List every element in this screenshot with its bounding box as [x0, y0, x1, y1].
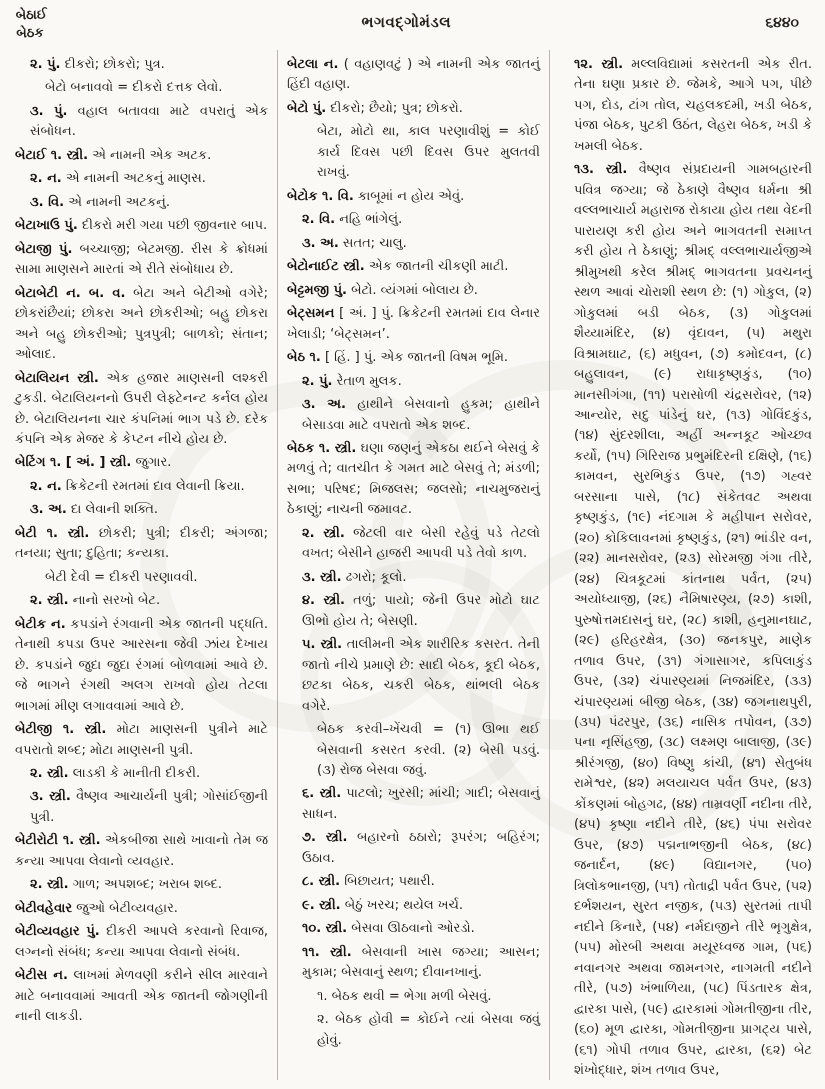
definition-text: જુગાર. — [131, 455, 172, 471]
page-header — [0, 0, 825, 48]
dictionary-paragraph — [287, 395, 540, 436]
dictionary-paragraph — [15, 55, 268, 75]
definition-text: ( વહાણવટું ) એ નામની એક જાતનું હિંદી વહાણ. — [287, 57, 541, 93]
guide-word-bottom: બેઠક — [16, 25, 44, 42]
dictionary-paragraph — [287, 720, 540, 781]
dictionary-paragraph — [287, 568, 540, 588]
definition-text: બેસવાની ખાસ જગ્યા; આસન; મુકામ; બેસવાનું સ્થળ; દીવાનખાનું. — [302, 944, 540, 981]
definition-text: બેઠક કરવી–ખેંચવી = (૧) ઊભા થઈ બેસવાની કસરત કરવી. (૨) બેસી પડવું. (૩) રોજ બેસવા જવું. — [317, 722, 540, 778]
guide-word-top: બેઠાઈ — [15, 7, 48, 24]
dictionary-paragraph — [287, 919, 540, 939]
dictionary-paragraph — [559, 55, 812, 157]
definition-text: બેટો બનાવવો = દીકરો દત્તક લેવો. — [45, 80, 223, 96]
headword: બેટીક ન. — [15, 616, 66, 632]
headword: બેટોનાઈટ સ્ત્રી. — [287, 259, 365, 275]
definition-text: બેટી દેવી = દીકરી પરણાવવી. — [45, 569, 198, 585]
headword: ૨. પું. — [30, 57, 61, 72]
definition-text: હાથીને બેસવાનો હુકમ; હાથીને બેસાડવા માટે વપરાતો એક શબ્દ. — [302, 397, 540, 433]
dictionary-paragraph — [287, 828, 540, 869]
headword: ૩. અ. — [302, 235, 339, 251]
dictionary-paragraph — [15, 966, 268, 1027]
text-columns — [0, 48, 825, 1080]
definition-text: લાડકી કે માનીતી દીકરી. — [68, 766, 201, 781]
column-2 — [277, 50, 549, 1080]
definition-text: દીકરી આપલે કરવાનો રિવાજ, લગ્નનો સંબંધ; કન્યા આપવા લેવાનો સંબંધ. — [15, 924, 268, 960]
headword: ૨. વિ. — [302, 212, 336, 228]
headword: ૨. સ્ત્રી. — [30, 593, 69, 609]
headword: બેટિંગ ૧. [ અં. ] સ્ત્રી. — [15, 455, 132, 471]
definition-text: ગાળ; અપશબ્દ; ખરાબ શબ્દ. — [68, 877, 222, 893]
column-1 — [6, 50, 277, 1080]
definition-text: ઘણા જણનું એકઠા થઈને બેસવું કે મળવું તે; વાતચીત કે ગમત માટે બેસવું તે; મંડળી; સભા; પરિષદ; મિજલસ; જલસો; નાચમુજરાનું ઠેકાણું; નાચની જમાવટ. — [287, 440, 540, 518]
dictionary-paragraph — [287, 591, 540, 632]
definition-text: એક જાતની ચીકણી માટી. — [364, 259, 509, 275]
definition-text: વહાલ બતાવવા માટે વપરાતું એક સંબોધન. — [30, 103, 268, 140]
headword: બેટીવ્યવહાર પું. — [15, 924, 100, 940]
headword: ૯. સ્ત્રી. — [302, 897, 341, 913]
dictionary-paragraph — [15, 369, 268, 451]
headword: બેઠ ૧. — [287, 350, 321, 366]
dictionary-paragraph — [15, 453, 268, 473]
definition-text: દીકરો; છૈયો; પુત્ર; છોકરો. — [326, 100, 463, 116]
definition-text: જેટલી વાર બેસી રહેવું પડે તેટલો વખત; બેસીને હાજરી આપવી પડે તેવો કાળ. — [302, 525, 540, 562]
headword: ૭. સ્ત્રી. — [302, 830, 348, 846]
dictionary-paragraph — [15, 102, 268, 143]
definition-text: એક હજાર માણસની લશ્કરી ટુકડી. બેટાલિયનનો ઉપરી લેફ્ટેનન્ટ કર્નલ હોય છે. બેટાલિયનના ચાર કંપનિમાં ભાગ પડે છે. દરેક કંપનિ એક મેજર કે કેપ્ટન નીચે હોય છે. — [15, 370, 268, 447]
definition-text: પાટલો; ખુરસી; માંચી; ગાદી; બેસવાનું સાધન. — [302, 786, 540, 822]
definition-text: જુઓ બેટીવ્યવહાર. — [72, 900, 178, 916]
definition-text: મલ્લવિદ્યામાં કસરતની એક રીત. તેના ઘણા પ્રકાર છે. જેમકે, આગે પગ, પીછે પગ, દોડ, ટાંગ તોલ, ચહલકદમી, ખડી બેઠક, પંજા બેઠક, પુટકી ઉઠંત, લેહરા બેઠક, ખડી કે ખમલી બેઠક. — [574, 57, 812, 154]
headword: ૨. પું. — [302, 373, 333, 389]
headword: બેટીરોટી ૧. સ્ત્રી. — [15, 833, 101, 849]
definition-text: બેટા, મોટો થા, કાલ પરણાવીશું = કોઈ કાર્ય દિવસ પછી દિવસ ઉપર મુલતવી રાખવું. — [317, 124, 540, 181]
dictionary-paragraph — [15, 284, 268, 366]
definition-text: વૈષ્ણવ આચાર્યની પુત્રી; ગોસાંઈજીની પુત્રી. — [30, 789, 268, 825]
dictionary-paragraph — [15, 240, 268, 281]
headword: ૩. વિ. — [30, 194, 65, 210]
dictionary-paragraph — [15, 922, 268, 963]
headword: બેટાજી પું. — [15, 241, 73, 257]
dictionary-paragraph — [287, 872, 540, 892]
definition-text: ઢગરો; કૂલો. — [341, 569, 407, 585]
guide-words — [15, 6, 47, 42]
dictionary-paragraph — [15, 193, 268, 213]
headword: ૫. સ્ત્રી. — [302, 637, 343, 653]
definition-text: વૈષ્ણવ સંપ્રદાયની ગામબહારની પવિત્ર જગ્યા; જે ઠેકાણે વૈષ્ણવ ધર્મના શ્રી વલ્લભાચાર્ય મહારાજ રોકાયા હોય તથા વેદની પારાયણ કરી હોય અને ભાગવતની સમાપ્ત કરી હોય તે ઠેકાણું; શ્રીમદ્ વલ્લભાચાર્યજીએ શ્રીમુખથી કરેલ શ્રીમદ્ ભાગવતના પ્રવચનનું સ્થળ આવાં ચોરાશી સ્થળ છે: (૧) ગોકુલ, (૨) ગોકુલમાં બડી બેઠક, (૩) ગોકુલમાં શૈય્યામંદિર, (૪) વૃંદાવન, (૫) મથુરા વિશ્રામઘાટ, (૬) મધુવન, (૭) કમોદવન, (૮) બહુલાવન, (૯) રાધાકૃષ્ણકુંડ, (૧૦) માનસીગંગા, (૧૧) પરાસોળી ચંદ્રસરોવર, (૧૨) આન્યોર, સદુ પાંડેનું ઘર, (૧૩) ગોવિંદકુંડ, (૧૪) સુંદરશીલા, અહીં અન્નકૂટ ઓચ્છવ કર્યો, (૧૫) ગિરિરાજ પ્રભુમંદિરની દક્ષિણે, (૧૬) કામવન, સુરભિકુંડ ઉપર, (૧૭) ગહ્વર બરસાના પાસે, (૧૮) સંકેતવટ અથવા કૃષ્ણકુંડ, (૧૯) નંદગામ કે મહીપાન સરોવર, (૨૦) કોકિલાવનમાં કૃષ્ણકુંડ, (૨૧) ભાંડીર વન, (૨૨) માનસરોવર, (૨૩) સોરમજી ગંગા તીરે, (૨૪) ચિત્રકૂટમાં કાંતનાથ પર્વત, (૨૫) અયોધ્યાજી, (૨૬) નૈમિષારણ્ય, (૨૭) કાશી, પુરુષોત્તમદાસનું ઘર, (૨૮) કાશી, હનુમાનઘાટ, (૨૯) હરિહરક્ષેત્ર, (૩૦) જનકપુર, માણેક તળાવ ઉપર, (૩૧) ગંગાસાગર, કપિલાકુંડ ઉપર, (૩૨) ચંપારણ્યમાં નિજમંદિર, (૩૩) ચંપારણ્યમાં બીજી બેઠક, (૩૪) જગનાથપુરી, (૩૫) પંઢરપુર, (૩૬) નાસિક તપોવન, (૩૭) પના નૃસિંહજી, (૩૮) લક્ષ્મણ બાલાજી, (૩૯) શ્રીરંગજી, (૪૦) વિષ્ણુ કાંચી, (૪૧) સેતુબંધ રામેશ્વર, (૪૨) મલયાચલ પર્વત ઉપર, (૪૩) કોંકણમાં બોહગઢ, (૪૪) તામ્રવર્ણી નદીના તીરે, (૪૫) કૃષ્ણા નદીને તીરે, (૪૬) પંપા સરોવર ઉપર, (૪૭) પદ્મનાભજીની બેઠક, (૪૮) જનાર્દન, (૪૯) વિદ્યાનગર, (૫૦) ત્રિલોકભાનજી, (૫૧) તોતાદ્રી પર્વત ઉપર, (૫૨) દર્ભશયન, સુરત નજીક, (૫૩) સુરતમાં તાપી નદીને કિનારે, (૫૪) નર્મદાજીને તીરે ભૃગુક્ષેત્ર, (૫૫) મોરબી અથવા મયૂરધ્વજ ગામ, (૫૬) નવાનગર અથવા જામનગર, નાગમતી નદીને તીરે, (૫૭) ખંભાળિયા, (૫૮) પિંડતારક ક્ષેત્ર, દ્વારકા પાસે, (૫૯) દ્વારકામાં ગોમતીજીના તીર, (૬૦) મૂળ દ્વારકા, ગોમતીજીના પ્રાગટ્ય પાસે, (૬૧) ગોપી તળાવ ઉપર, દ્વારકા, (૬૨) બેટ શંખોદ્ધાર, શંખ તળાવ ઉપર, — [574, 162, 812, 1078]
dictionary-paragraph — [15, 787, 268, 828]
definition-text: સતત; ચાલુ. — [338, 235, 407, 251]
headword: ૧૧. સ્ત્રી. — [302, 944, 352, 960]
definition-text: [ અં. ] પું. ક્રિકેટની રમતમાં દાવ લેનાર ખેલાડી; ‘બેટ્સમન’. — [287, 306, 540, 342]
dictionary-paragraph — [287, 187, 540, 207]
dictionary-paragraph — [287, 635, 540, 717]
definition-text: બેટો. વ્યંગમાં બોલાય છે. — [346, 282, 478, 298]
headword: બેટીવહેવાર — [15, 900, 73, 916]
dictionary-paragraph — [287, 784, 540, 825]
headword: ૧૩. સ્ત્રી. — [574, 162, 628, 178]
dictionary-paragraph — [15, 568, 268, 588]
headword: ૩. સ્ત્રી. — [302, 569, 342, 585]
definition-text: કપડાંને રંગવાની એક જાતની પદ્ધતિ. તેનાથી કપડા ઉપર આરસના જેવી ઝાંય દેખાય છે. કપડાંને જુદા જુદા રંગમાં બોળવામાં આવે છે. જે ભાગને રંગથી અલગ રાખવો હોય તેટલા ભાગમાં મીણ લગાવવામાં આવે છે. — [15, 616, 268, 714]
definition-text: ક્રિકેટની રમતમાં દાવ લેવાની ક્રિયા. — [61, 478, 245, 494]
dictionary-paragraph — [15, 875, 268, 895]
headword: બેટાખાઉ પું. — [15, 218, 78, 234]
dictionary-paragraph — [287, 99, 540, 119]
dictionary-paragraph — [15, 899, 268, 919]
headword: ૨. ન. — [30, 478, 62, 494]
definition-text: બેટા અને બેટીઓ વગેરે; છોકરાંછૈયાં; છોકરા અને છોકરીઓ; બહુ છોકરા અને બહુ છોકરીઓ; પુત્રપુત્રી; બાળકો; સંતાન; ઓલાદ. — [15, 285, 268, 363]
headword: બેટાબેટી ન. બ. વ. — [15, 285, 126, 301]
headword: બેટો પું. — [287, 100, 327, 116]
headword: ૮. સ્ત્રી. — [302, 874, 341, 890]
definition-text: બચ્ચાજી; બેટમજી. રીસ કે ક્રોધમાં સામા માણસને મારતાં એ રીતે સંબોધાય છે. — [15, 241, 268, 278]
dictionary-paragraph — [15, 615, 268, 717]
definition-text: રેતાળ મુલક. — [332, 373, 402, 389]
dictionary-paragraph — [287, 1010, 540, 1051]
headword: બેટીજી ૧. સ્ત્રી. — [15, 722, 107, 738]
definition-text: બેસવા ઊઠવાનો ઓરડો. — [347, 921, 475, 937]
headword: બેઠક ૧. સ્ત્રી. — [287, 440, 357, 456]
headword: ૩. અ. — [302, 397, 346, 413]
dictionary-paragraph — [287, 372, 540, 392]
dictionary-paragraph — [287, 348, 540, 368]
definition-text: તાલીમની એક શારીરિક કસરત. તેની જાતો નીચે પ્રમાણે છે: સાદી બેઠક, કૂદી બેઠક, છટકા બેઠક, ચકરી બેઠક, થાંભલી બેઠક વગેરે. — [302, 637, 540, 714]
definition-text: [ હિં. ] પું. એક જાતની વિષમ ભૂમિ. — [320, 350, 509, 366]
definition-text: એકબીજા સાથે ખાવાનો તેમ જ કન્યા આપવા લેવાનો વ્યવહાર. — [15, 833, 268, 869]
dictionary-paragraph — [287, 896, 540, 916]
dictionary-paragraph — [15, 524, 268, 565]
definition-text: કાબૂમાં ન હોય એવું. — [353, 188, 465, 204]
dictionary-paragraph — [15, 500, 268, 520]
dictionary-paragraph — [287, 987, 540, 1007]
definition-text: નાનો સરખો બેટ. — [68, 593, 161, 609]
definition-text: ૨. બેઠક હોવી = કોઈને ત્યાં બેસવા જવું હોવું. — [317, 1012, 540, 1048]
dictionary-paragraph — [559, 160, 812, 1080]
definition-text: તળું; પાયો; જેની ઉપર મોટો ઘાટ ઊભો હોય તે; બેસણી. — [302, 593, 540, 629]
dictionary-paragraph — [287, 281, 540, 301]
headword: ૪. સ્ત્રી. — [302, 593, 345, 609]
page-number: ૬૪૪૦ — [765, 15, 799, 31]
headword: બેટ્સમન — [287, 306, 335, 322]
dictionary-paragraph — [15, 216, 268, 236]
headword: ૩. પું. — [30, 103, 68, 119]
headword: બેટાલિયન સ્ત્રી. — [15, 370, 99, 386]
dictionary-paragraph — [15, 169, 268, 189]
definition-text: બેઠું ખરચ; થયેલ ખર્ચ. — [340, 897, 464, 913]
definition-text: બિછાયત; પથારી. — [340, 874, 435, 890]
headword: બેટ્ટમજી પું. — [287, 282, 347, 298]
headword: ૧૦. સ્ત્રી. — [302, 921, 348, 937]
headword: ૩. અ. — [30, 502, 67, 518]
dictionary-paragraph — [287, 943, 540, 984]
dictionary-paragraph — [287, 234, 540, 254]
dictionary-paragraph — [15, 831, 268, 872]
headword: બેટલા ન. — [287, 57, 339, 72]
definition-text: એ નામની અટકનું માણસ. — [61, 171, 206, 187]
headword: બેટી ૧. સ્ત્રી. — [15, 525, 90, 541]
headword: બેટોક ૧. વિ. — [287, 188, 354, 204]
dictionary-paragraph — [287, 55, 540, 96]
headword: ૨. સ્ત્રી. — [30, 877, 69, 893]
headword: ૨. ન. — [30, 171, 62, 187]
headword: બેટીસ ન. — [15, 968, 68, 984]
definition-text: નહિ ભાંગેલું. — [335, 212, 403, 228]
headword: બેટાઈ ૧. સ્ત્રી. — [15, 147, 89, 163]
dictionary-paragraph — [287, 439, 540, 521]
dictionary-paragraph — [287, 210, 540, 230]
definition-text: ૧. બેઠક થવી = ભેગા મળી બેસવું. — [317, 988, 492, 1004]
definition-text: મોટા માણસની પુત્રીને માટે વપરાતો શબ્દ; મોટા માણસની પુત્રી. — [15, 722, 269, 758]
definition-text: છોકરી; પુત્રી; દીકરી; અંગજા; તનયા; સુતા; દુહિતા; કન્યકા. — [15, 525, 269, 562]
dictionary-paragraph — [15, 764, 268, 784]
definition-text: દા લેવાની શક્તિ. — [66, 502, 159, 518]
dictionary-paragraph — [287, 257, 540, 277]
column-3 — [549, 50, 821, 1080]
definition-text: દીકરો મરી ગયા પછી જીવનાર બાપ. — [77, 218, 268, 234]
headword: ૬. સ્ત્રી. — [302, 786, 342, 802]
definition-text: એ નામની અટકનું. — [64, 194, 170, 210]
dictionary-paragraph — [287, 304, 540, 345]
dictionary-paragraph — [15, 146, 268, 166]
definition-text: એ નામની એક અટક. — [88, 147, 212, 163]
dictionary-paragraph — [15, 477, 268, 497]
definition-text: દીકરો; છોકરો; પુત્ર. — [60, 57, 165, 72]
headword: ૩. સ્ત્રી. — [30, 789, 71, 805]
headword: ૧૨. સ્ત્રી. — [574, 57, 624, 72]
dictionary-paragraph — [287, 122, 540, 183]
dictionary-paragraph — [15, 720, 268, 761]
definition-text: લાખમાં મેળવણી કરીને સીલ મારવાને માટે બનાવવામાં આવતી એક જાતની જોગણીની નાની લાકડી. — [15, 968, 268, 1025]
dictionary-paragraph — [15, 591, 268, 611]
dictionary-paragraph — [287, 524, 540, 565]
page-title: ભગવદ્ગોમંડલ — [361, 13, 452, 31]
dictionary-paragraph — [15, 78, 268, 98]
headword: ૨. સ્ત્રી. — [302, 525, 345, 541]
headword: ૨. સ્ત્રી. — [30, 766, 69, 781]
definition-text: બહારનો ઠઠારો; રૂપરંગ; બહિરંગ; ઉઠાવ. — [302, 830, 540, 866]
